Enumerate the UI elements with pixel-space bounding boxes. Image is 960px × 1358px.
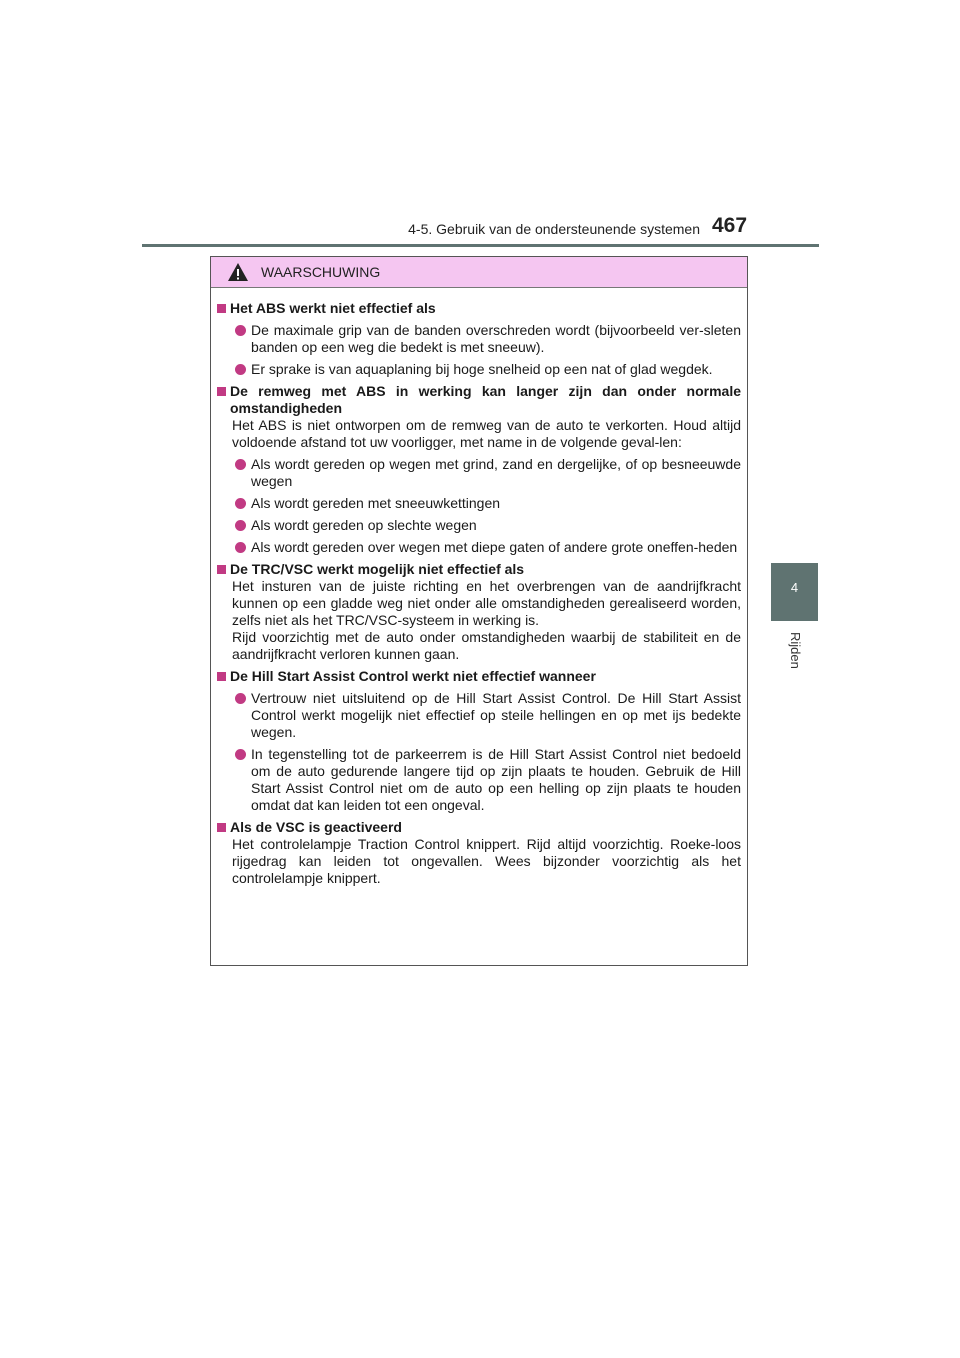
section-heading: De TRC/VSC werkt mogelijk niet effectief als [217, 561, 741, 578]
bullet-item: Als wordt gereden op wegen met grind, zand en dergelijke, of op besneeuwde wegen [217, 456, 741, 490]
warning-box [210, 256, 748, 966]
bullet-dot-icon [235, 498, 246, 509]
section-title: 4-5. Gebruik van de ondersteunende systemen [408, 221, 700, 237]
bullet-dot-icon [235, 364, 246, 375]
warning-body [211, 288, 747, 887]
bullet-dot-icon [235, 520, 246, 531]
warning-triangle-icon [227, 262, 249, 282]
paragraph: Het controlelampje Traction Control knippert. Rijd altijd voorzichtig. Roeke-loos rijgedrag kan leiden tot ongevallen. Wees bijzonder voorzichtig als het controlelampje knippert. [232, 836, 741, 886]
bullet-item: Vertrouw niet uitsluitend op de Hill Start Assist Control. De Hill Start Assist Control werkt mogelijk niet effectief op steile hellingen en op met ijs bedekte wegen. [217, 690, 741, 741]
chapter-tab: 4 [771, 563, 818, 621]
bullet-dot-icon [235, 693, 246, 704]
chapter-label: Rijden [788, 632, 803, 669]
square-bullet-icon [217, 304, 226, 313]
square-bullet-icon [217, 672, 226, 681]
section-heading: Als de VSC is geactiveerd [217, 819, 741, 836]
bullet-dot-icon [235, 749, 246, 760]
warning-title: WAARSCHUWING [261, 264, 381, 280]
section-heading: Het ABS werkt niet effectief als [217, 300, 741, 317]
square-bullet-icon [217, 387, 226, 396]
header-rule [142, 244, 819, 247]
warning-header [211, 257, 747, 288]
bullet-dot-icon [235, 325, 246, 336]
bullet-item: Als wordt gereden over wegen met diepe gaten of andere grote oneffen-heden [217, 539, 741, 556]
bullet-item: Er sprake is van aquaplaning bij hoge snelheid op een nat of glad wegdek. [217, 361, 741, 378]
bullet-item: De maximale grip van de banden overschreden wordt (bijvoorbeeld ver-sleten banden op een weg die bedekt is met sneeuw). [217, 322, 741, 356]
bullet-dot-icon [235, 542, 246, 553]
bullet-item: Als wordt gereden op slechte wegen [217, 517, 741, 534]
section-heading: De remweg met ABS in werking kan langer zijn dan onder normale omstandigheden [217, 383, 741, 417]
paragraph: Het ABS is niet ontworpen om de remweg van de auto te verkorten. Houd altijd voldoende afstand tot uw voorligger, met name in de volgende geval-len: [232, 417, 741, 450]
paragraph: Rijd voorzichtig met de auto onder omstandigheden waarbij de stabiliteit en de aandrijfkracht verloren kunnen gaan. [232, 629, 741, 662]
section-heading: De Hill Start Assist Control werkt niet effectief wanneer [217, 668, 741, 685]
square-bullet-icon [217, 823, 226, 832]
page-number: 467 [712, 214, 748, 237]
bullet-item: Als wordt gereden met sneeuwkettingen [217, 495, 741, 512]
square-bullet-icon [217, 565, 226, 574]
bullet-item: In tegenstelling tot de parkeerrem is de Hill Start Assist Control niet bedoeld om de auto gedurende langere tijd op zijn plaats te houden. Gebruik de Hill Start Assist Control niet om de auto op een helling op zijn plaats te houden omdat dat kan leiden tot een ongeval. [217, 746, 741, 814]
bullet-dot-icon [235, 459, 246, 470]
paragraph: Het insturen van de juiste richting en het overbrengen van de aandrijfkracht kunnen op een gladde weg niet onder alle omstandigheden gerealiseerd worden, zelfs niet als het TRC/VSC-systeem in werking is. [232, 578, 741, 628]
